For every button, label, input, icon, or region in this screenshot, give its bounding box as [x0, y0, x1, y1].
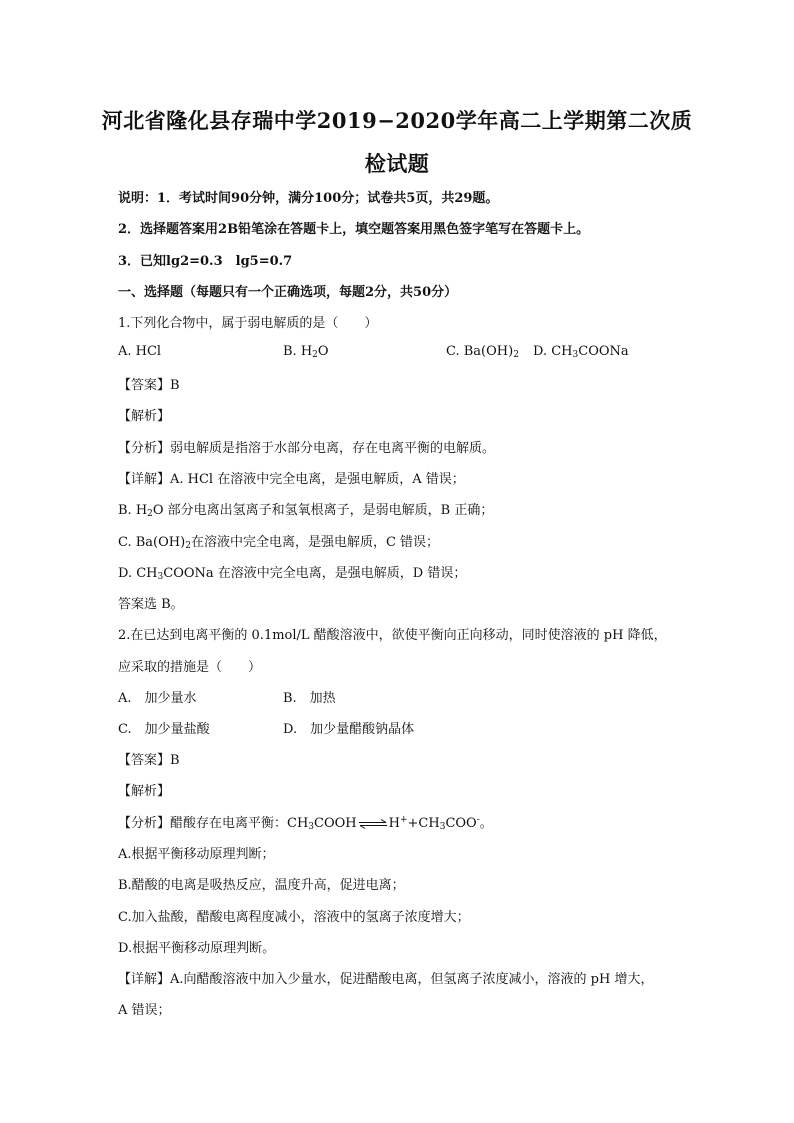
q1-option-b: B. $H_2O$ — [283, 344, 329, 360]
q2-point-c: C.加入盐酸，醋酸电离程度减小，溶液中的氢离子浓度增大； — [118, 910, 470, 925]
equilibrium-arrow-icon — [358, 819, 388, 829]
q1-stem: 1.下列化合物中，属于弱电解质的是（ ） — [118, 316, 378, 331]
q2-stem-line2: 应采取的措施是（ ） — [118, 660, 262, 675]
q1-option-a: A. HCl — [118, 344, 162, 359]
q2-point-b: B.醋酸的电离是吸热反应，温度升高，促进电离； — [118, 878, 405, 893]
note-3: 3．已知lg2=0.3 lg5=0.7 — [118, 254, 293, 269]
q2-option-d: D. 加少量醋酸钠晶体 — [283, 722, 415, 737]
q2-answer: 【答案】B — [118, 753, 180, 768]
q1-detail-a: 【详解】A. HCl 在溶液中完全电离，是强电解质，A 错误； — [118, 472, 465, 487]
q2-detail-a-line2: A 错误； — [118, 1003, 171, 1018]
q2-option-c: C. 加少量盐酸 — [118, 722, 210, 737]
section-heading: 一、选择题（每题只有一个正确选项，每题2分，共50分） — [118, 285, 458, 300]
q1-detail-b: B. $H_2O$ 部分电离出氢离子和氢氧根离子，是弱电解质，B 正确； — [118, 503, 494, 519]
q2-fenxi: 【分析】醋酸存在电离平衡：$CH_3COOH$ $H^++CH_3COO^-$。 — [118, 815, 493, 832]
q1-answer: 【答案】B — [118, 378, 180, 393]
q2-point-a: A.根据平衡移动原理判断； — [118, 847, 275, 862]
q2-analysis-label: 【解析】 — [118, 784, 171, 799]
note-2: 2．选择题答案用2B铅笔涂在答题卡上，填空题答案用黑色签字笔写在答题卡上。 — [118, 222, 590, 237]
q1-fenxi: 【分析】弱电解质是指溶于水部分电离，存在电离平衡的电解质。 — [118, 441, 496, 456]
q2-option-a: A. 加少量水 — [118, 691, 197, 706]
document-title-line1: 河北省隆化县存瑞中学2019−2020学年高二上学期第二次质 — [101, 108, 693, 133]
note-1: 说明：1．考试时间90分钟，满分100分；试卷共5页，共29题。 — [118, 191, 499, 206]
q1-conclusion: 答案选 B。 — [118, 597, 184, 612]
q2-detail-a-line1: 【详解】A.向醋酸溶液中加入少量水，促进醋酸电离，但氢离子浓度减小，溶液的 pH 增大， — [118, 972, 654, 987]
q1-detail-d: D. $CH_3COONa$ 在溶液中完全电离，是强电解质，D 错误； — [118, 566, 467, 582]
q1-option-d: D. $CH_3COONa$ — [533, 344, 629, 360]
q2-option-b: B. 加热 — [283, 691, 336, 706]
q2-stem-line1: 2.在已达到电离平衡的 0.1mol/L 醋酸溶液中，欲使平衡向正向移动，同时使溶液的 pH 降低， — [118, 628, 667, 643]
q1-option-c: C. $Ba(OH)_2$ — [446, 344, 519, 360]
document-title-line2: 检试题 — [364, 151, 430, 176]
q2-point-d: D.根据平衡移动原理判断。 — [118, 941, 276, 956]
q1-analysis-label: 【解析】 — [118, 409, 171, 424]
q1-detail-c: C. $Ba(OH)_2$在溶液中完全电离，是强电解质，C 错误； — [118, 535, 440, 551]
